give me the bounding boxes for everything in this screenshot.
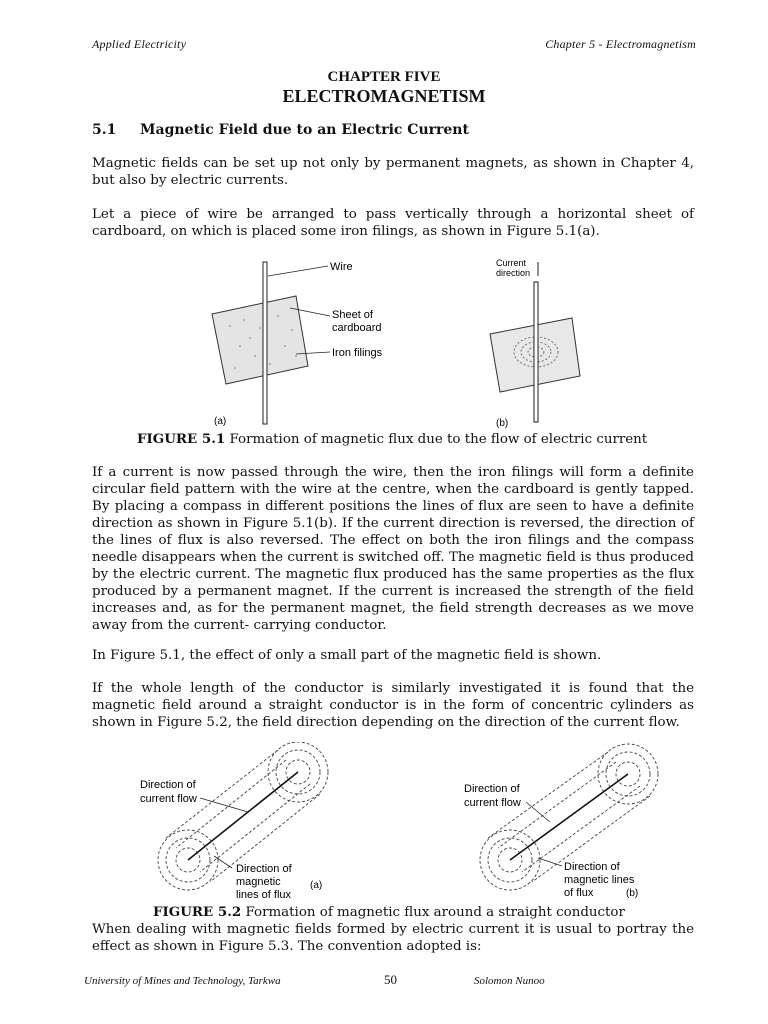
label-b-flux-3: of flux bbox=[564, 887, 594, 899]
footer-author: Solomon Nunoo bbox=[474, 975, 545, 987]
section-title: Magnetic Field due to an Electric Current bbox=[140, 122, 469, 138]
label-b-flux-1: Direction of bbox=[564, 861, 620, 873]
label-current-2: direction bbox=[496, 268, 531, 278]
figure-5-2-caption bbox=[153, 904, 753, 920]
chapter-title: ELECTROMAGNETISM bbox=[282, 86, 486, 106]
conductor-b bbox=[510, 774, 628, 860]
conductor-a bbox=[188, 772, 298, 860]
figure-5-1-drawing bbox=[200, 256, 590, 432]
paragraph-3: If a current is now passed through the wire, then the iron filings will form a definite circular field pattern with the wire at the centre, when the cardboard is gently tapped. By placing a compass in different positions the lines of flux are seen to have a definite direction as shown in Figure 5.1(b). If the current direction is reversed, the direction of the lines of flux is also reversed. The effect on both the iron filings and the compass needle disappears when the current is switched off. The magnetic field is thus produced by the electric current. The magnetic flux produced has the same properties as the flux produced by a permanent magnet. If the current is increased the strength of the field increases and, as for the permanent magnet, the field strength decreases as we move away from the current- carrying conductor. bbox=[92, 465, 694, 633]
page-number: 50 bbox=[384, 972, 397, 987]
paragraph-2: Let a piece of wire be arranged to pass vertically through a horizontal sheet of cardboard, on which is placed some iron filings, as shown in Figure 5.1(a). bbox=[92, 207, 694, 239]
figure-5-2-drawing bbox=[130, 742, 670, 904]
label-a-flux-3: lines of flux bbox=[236, 889, 292, 901]
label-b-dir-1: Direction of bbox=[464, 783, 520, 795]
label-sheet-1: Sheet of bbox=[332, 309, 373, 321]
figure-5-1-label: FIGURE 5.1 bbox=[137, 431, 226, 447]
section-heading bbox=[92, 122, 469, 138]
label-wire: Wire bbox=[330, 261, 353, 273]
label-sheet-2: cardboard bbox=[332, 322, 382, 334]
figure-5-1 bbox=[200, 256, 590, 432]
label-a-dir-1: Direction of bbox=[140, 779, 196, 791]
figure-5-2 bbox=[130, 742, 670, 904]
paragraph-1: Magnetic fields can be set up not only by permanent magnets, as shown in Chapter 4, but also by electric currents. bbox=[92, 156, 694, 188]
label-b-dir-2: current flow bbox=[464, 797, 521, 809]
wire bbox=[263, 262, 267, 424]
figure-5-1-caption bbox=[137, 431, 737, 447]
figure-5-2-b-tag: (b) bbox=[626, 888, 639, 899]
figure-5-2-label: FIGURE 5.2 bbox=[153, 904, 242, 920]
section-number: 5.1 bbox=[92, 122, 117, 138]
figure-5-1-a-tag: (a) bbox=[214, 416, 227, 427]
chapter-label: CHAPTER FIVE bbox=[327, 69, 441, 85]
label-a-flux-1: Direction of bbox=[236, 863, 292, 875]
label-current-1: Current bbox=[496, 258, 527, 268]
figure-5-1-caption-text: Formation of magnetic flux due to the flow of electric current bbox=[229, 432, 648, 447]
footer-institution: University of Mines and Technology, Tarkwa bbox=[84, 975, 281, 987]
label-b-flux-2: magnetic lines bbox=[564, 874, 635, 886]
label-a-dir-2: current flow bbox=[140, 793, 197, 805]
paragraph-6: When dealing with magnetic fields formed by electric current it is usual to portray the effect as shown in Figure 5.3. The convention adopted is: bbox=[92, 922, 694, 954]
running-header-left: Applied Electricity bbox=[92, 37, 187, 51]
paragraph-5: If the whole length of the conductor is similarly investigated it is found that the magnetic field around a straight conductor is in the form of concentric cylinders as shown in Figure 5.2, the field direction depending on the direction of the current flow. bbox=[92, 681, 694, 730]
wire-b bbox=[534, 282, 538, 422]
running-header-right: Chapter 5 - Electromagnetism bbox=[545, 37, 696, 51]
label-a-flux-2: magnetic bbox=[236, 876, 281, 888]
figure-5-2-caption-text: Formation of magnetic flux around a straight conductor bbox=[245, 905, 625, 920]
figure-5-2-a-tag: (a) bbox=[310, 880, 323, 891]
cardboard-sheet bbox=[212, 296, 308, 384]
paragraph-4: In Figure 5.1, the effect of only a small part of the magnetic field is shown. bbox=[92, 648, 602, 663]
label-iron-filings: Iron filings bbox=[332, 347, 383, 359]
figure-5-1-b-tag: (b) bbox=[496, 418, 509, 429]
